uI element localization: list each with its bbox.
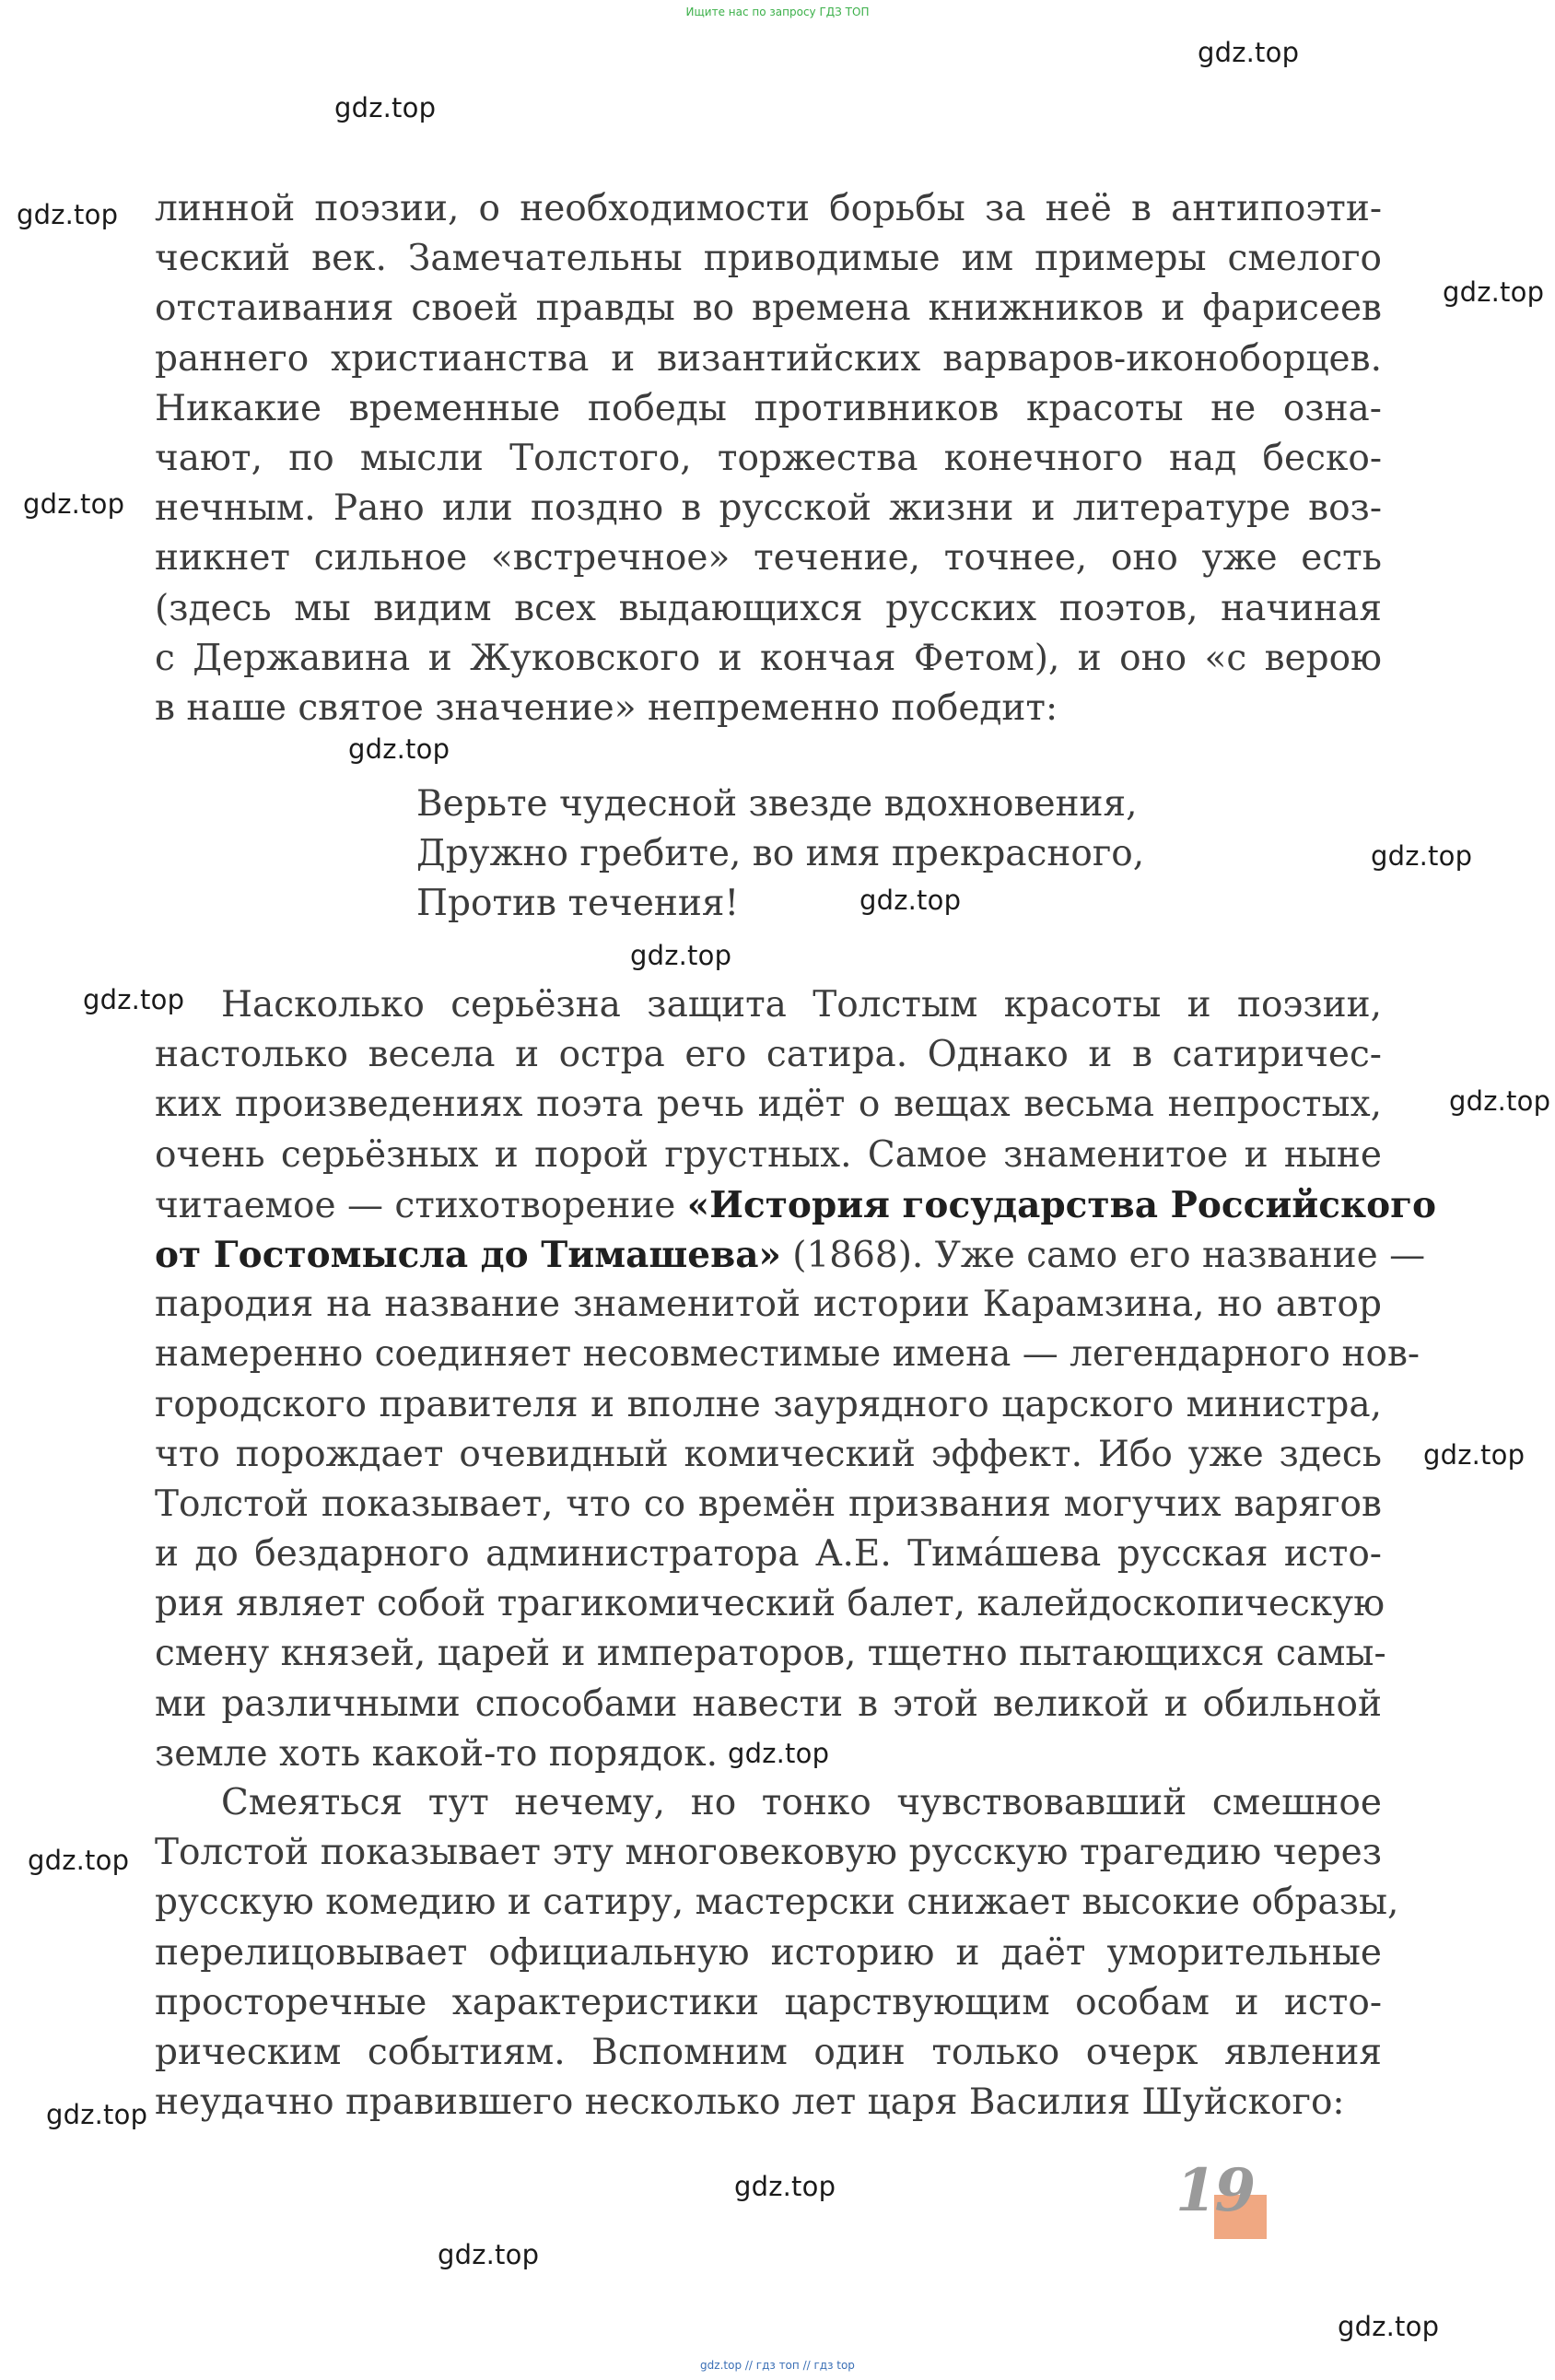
text-line: просторечные характеристики царствующим особам и исто- [155,1981,1382,2023]
text-line: русскую комедию и сатиру, мастерски снижает высокие образы, [155,1882,1399,1924]
text-line: и до бездарного администратора А.Е. Тима́шева русская исто- [155,1533,1382,1576]
text-line: земле хоть какой-то порядок. [155,1732,719,1775]
text-line: Насколько серьёзна защита Толстым красоты и поэзии, [221,984,1382,1026]
text-line: рия являет собой трагикомический балет, калейдоскопическую [155,1583,1385,1625]
text-line: ческий век. Замечательны приводимые им примеры смелого [155,238,1382,280]
text-line: смену князей, царей и императоров, тщетно пытающихся самы- [155,1633,1386,1675]
watermark: gdz.top [734,2171,836,2202]
text-line: Толстой показывает, что со времён призвания могучих варягов [155,1483,1382,1525]
text-line: чают, по мысли Толстого, торжества конечного над беско- [155,437,1382,479]
text-line: Никакие временные победы противников красоты не озна- [155,387,1382,429]
text-line: настолько весела и остра его сатира. Однако и в сатиричес- [155,1034,1382,1076]
watermark: gdz.top [28,1845,130,1876]
watermark: gdz.top [1423,1439,1526,1471]
text-line: с Державина и Жуковского и кончая Фетом), и оно «с верою [155,637,1382,679]
text-line: городского правителя и вполне заурядного царского министра, [155,1383,1382,1425]
text-line: линной поэзии, о необходимости борьбы за неё в антипоэти- [155,188,1382,229]
text-line: никнет сильное «встречное» течение, точнее, оно уже есть [155,537,1382,580]
watermark: gdz.top [630,940,732,971]
watermark: gdz.top [1371,840,1473,872]
verse-line: Дружно гребите, во имя прекрасного, [416,833,1145,875]
paragraph-2 [155,980,1437,1779]
text-line: очень серьёзных и порой грустных. Самое знаменитое и ныне [155,1133,1382,1176]
text-line: пародия на название знаменитой истории Карамзина, но автор [155,1284,1382,1326]
watermark: gdz.top [859,885,962,916]
verse-quote [416,780,1144,930]
text-line: отстаивания своей правды во времена книжников и фарисеев [155,287,1382,330]
top-banner: Ищите нас по запросу ГДЗ ТОП [685,6,870,18]
bottom-banner: gdz.top // гдз топ // гдз top [700,2359,855,2372]
watermark: gdz.top [1449,1085,1551,1117]
text-line: нечным. Рано или поздно в русской жизни и литературе воз- [155,487,1382,530]
text-line: что порождает очевидный комический эффект. Ибо уже здесь [155,1433,1382,1475]
text-line: перелицовывает официальную историю и даёт уморительные [155,1931,1382,1974]
text-line: ми различными способами навести в этой великой и обильной [155,1682,1382,1725]
verse-line: Верьте чудесной звезде вдохновения, [416,783,1138,825]
watermark: gdz.top [83,984,185,1015]
watermark: gdz.top [23,488,125,520]
text-line [155,1180,1437,1230]
text-line: Толстой показывает эту многовековую русскую трагедию через [155,1832,1382,1874]
watermark: gdz.top [1338,2311,1440,2342]
text-line: рическим событиям. Вспомним один только очерк явления [155,2031,1382,2073]
watermark: gdz.top [17,199,119,230]
watermark: gdz.top [1198,37,1300,68]
watermark: gdz.top [1443,276,1545,308]
text-fragment: читаемое — стихотворение [155,1184,687,1226]
text-line: намеренно соединяет несовместимые имена — легендарного нов- [155,1333,1421,1376]
watermark: gdz.top [348,733,450,765]
text-line: в наше святое значение» непременно победит: [155,686,1058,729]
watermark: gdz.top [728,1738,830,1769]
poem-title-part: «История государства Российского [686,1183,1437,1226]
text-line: ких произведениях поэта речь идёт о вещах весьма непростых, [155,1084,1382,1126]
text-line: (здесь мы видим всех выдающихся русских поэтов, начиная [155,587,1382,629]
text-line: неудачно правившего несколько лет царя Василия Шуйского: [155,2081,1345,2124]
verse-line: Против течения! [416,883,740,925]
text-fragment: (1868). Уже само его название — [780,1234,1426,1276]
text-line: раннего христианства и византийских варваров-иконоборцев. [155,337,1382,380]
watermark: gdz.top [438,2239,540,2270]
text-line [155,1230,1426,1280]
paragraph-3 [155,1778,1399,2128]
watermark: gdz.top [46,2099,148,2130]
text-line: Смеяться тут нечему, но тонко чувствовавший смешное [221,1782,1382,1823]
watermark: gdz.top [334,92,437,123]
page-number: 19 [1175,2156,1255,2225]
poem-title-part: от Гостомысла до Тимашева» [155,1233,781,1276]
paragraph-1 [155,184,1382,733]
